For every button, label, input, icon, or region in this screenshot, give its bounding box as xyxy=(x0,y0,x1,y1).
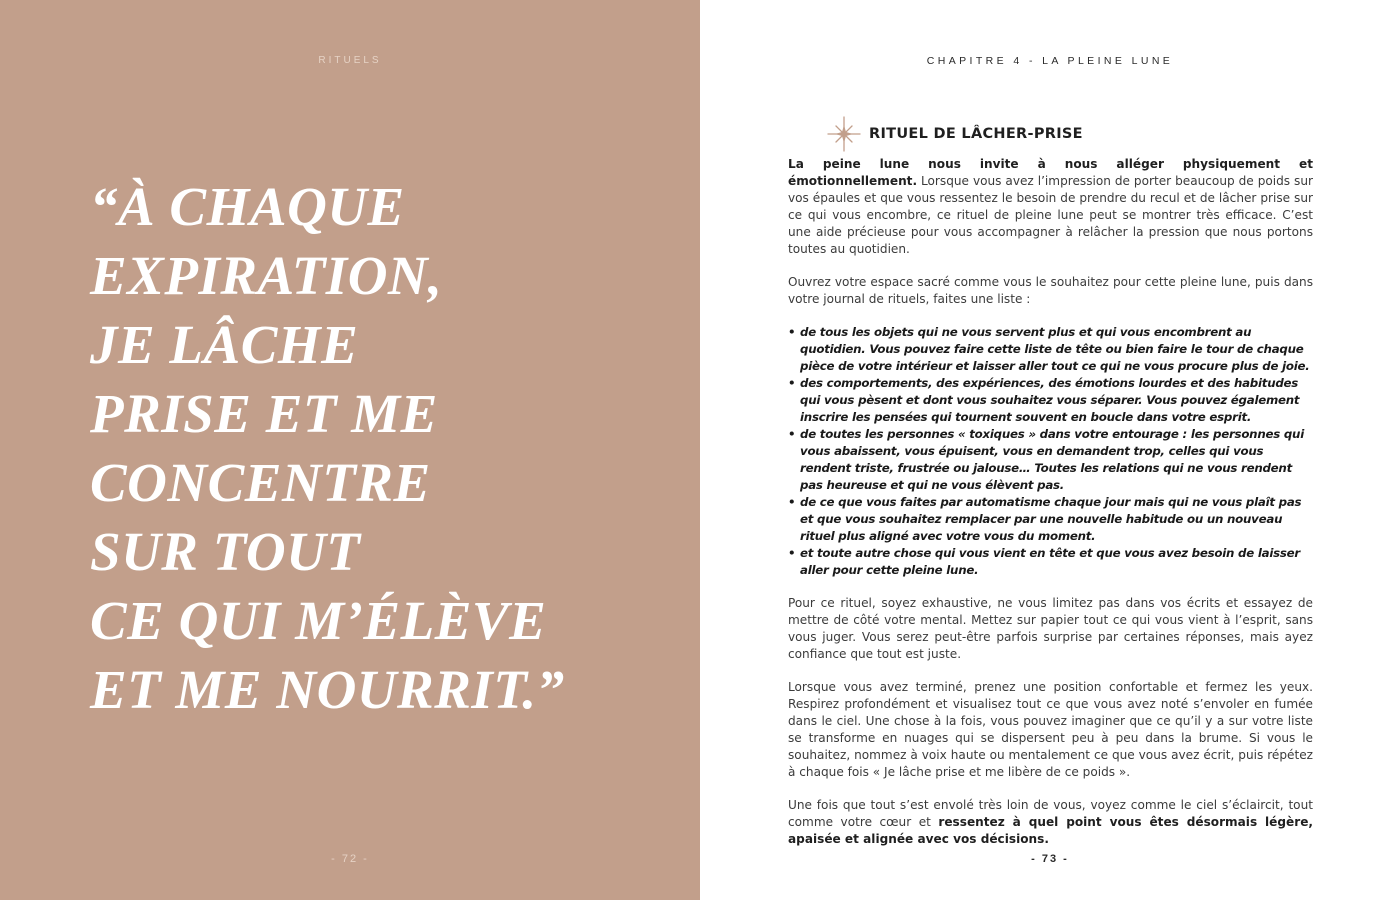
list-item xyxy=(788,324,1313,375)
list-item xyxy=(788,494,1313,545)
bullet: • xyxy=(788,427,796,441)
intro-bold: La peine lune nous invite à nous alléger physiquement et émotionnellement. xyxy=(788,157,1313,188)
closing-paragraph xyxy=(788,797,1313,848)
body-text xyxy=(788,156,1313,864)
bullet: • xyxy=(788,376,796,390)
list-item-text: des comportements, des expériences, des émotions lourdes et des habitudes qui vous pèsent et dont vous souhaitez vous séparer. Vous pouvez également inscrire les pensées qui tournent souvent en boucle dans votre esprit. xyxy=(800,376,1300,424)
closing-bold: ressentez à quel point vous êtes désormais légère, apaisée et alignée avec vos décisions. xyxy=(788,815,1313,846)
quote-line: CONCENTRE xyxy=(90,452,431,513)
list-item-text: de ce que vous faites par automatisme chaque jour mais qui ne vous plaît pas et que vous souhaitez remplacer par une nouvelle habitude ou un nouveau rituel plus aligné avec votre vous du moment. xyxy=(800,495,1302,543)
list-item xyxy=(788,426,1313,494)
list-item-text: de tous les objets qui ne vous servent plus et qui vous encombrent au quotidien. Vous pouvez faire cette liste de tête ou bien faire le tour de chaque pièce de votre intérieur et laisser aller tout ce qui ne vous procure plus de joie. xyxy=(800,325,1310,373)
quote-line: “À CHAQUE xyxy=(90,176,405,237)
list-item xyxy=(788,375,1313,426)
section-title xyxy=(827,116,1083,152)
intro-paragraph xyxy=(788,156,1313,258)
ritual-list xyxy=(788,324,1313,579)
quote-line: ET ME NOURRIT.” xyxy=(90,659,565,720)
list-item-text: et toute autre chose qui vous vient en tête et que vous avez besoin de laisser aller pour cette pleine lune. xyxy=(800,546,1301,577)
bullet: • xyxy=(788,546,796,560)
quote-line: PRISE ET ME xyxy=(90,383,438,444)
running-head-left: RITUELS xyxy=(318,55,382,66)
page-number-right: - 73 - xyxy=(1031,853,1069,865)
bullet: • xyxy=(788,495,796,509)
quote-line: JE LÂCHE xyxy=(90,314,359,375)
list-item-text: de toutes les personnes « toxiques » dans votre entourage : les personnes qui vous abaissent, vous épuisent, vous en demandent trop, celles qui vous rendent triste, frustrée ou jalouse… Toutes les relations qui ne vous rendent pas heureuse et qui ne vous élèvent pas. xyxy=(800,427,1304,492)
page-number-left: - 72 - xyxy=(331,853,369,865)
list-item xyxy=(788,545,1313,579)
bullet: • xyxy=(788,325,796,339)
quote-line: CE QUI M’ÉLÈVE xyxy=(90,590,547,651)
quote-line: SUR TOUT xyxy=(90,521,361,582)
quote-line: EXPIRATION, xyxy=(90,245,443,306)
running-head-right: CHAPITRE 4 - LA PLEINE LUNE xyxy=(926,55,1174,67)
star-icon xyxy=(827,116,861,152)
paragraph: Ouvrez votre espace sacré comme vous le souhaitez pour cette pleine lune, puis dans votre journal de rituels, faites une liste : xyxy=(788,275,1313,306)
intro-text: Lorsque vous avez l’impression de porter beaucoup de poids sur vos épaules et que vous ressentez le besoin de prendre du recul et de lâcher prise sur ce qui vous encombre, ce rituel de pleine lune peut se montrer très efficace. C’est une aide précieuse pour vous accompagner à relâcher la pression que nous portons toutes au quotidien. xyxy=(788,174,1313,256)
closing-text: Une fois que tout s’est envolé très loin de vous, voyez comme le ciel s’éclaircit, tout comme votre cœur et xyxy=(788,798,1313,829)
paragraph: Pour ce rituel, soyez exhaustive, ne vous limitez pas dans vos écrits et essayez de mettre de côté votre mental. Mettez sur papier tout ce qui vous vient à l’esprit, sans vous juger. Vous serez peut-être parfois surprise par certaines réponses, mais ayez confiance que tout est juste. xyxy=(788,596,1313,661)
pull-quote xyxy=(90,172,690,724)
right-page xyxy=(700,0,1400,900)
section-heading: RITUEL DE LÂCHER-PRISE xyxy=(869,126,1083,142)
paragraph: Lorsque vous avez terminé, prenez une position confortable et fermez les yeux. Respirez profondément et visualisez tout ce que vous avez noté s’envoler en fumée dans le ciel. Une chose à la fois, vous pouvez imaginer que ce qu’il y a sur votre liste se transforme en nuages qui se dispersent peu à peu dans la brume. Si vous le souhaitez, nommez à voix haute ou mentalement ce que vous avez écrit, puis répétez à chaque fois « Je lâche prise et me libère de ce poids ». xyxy=(788,680,1313,779)
